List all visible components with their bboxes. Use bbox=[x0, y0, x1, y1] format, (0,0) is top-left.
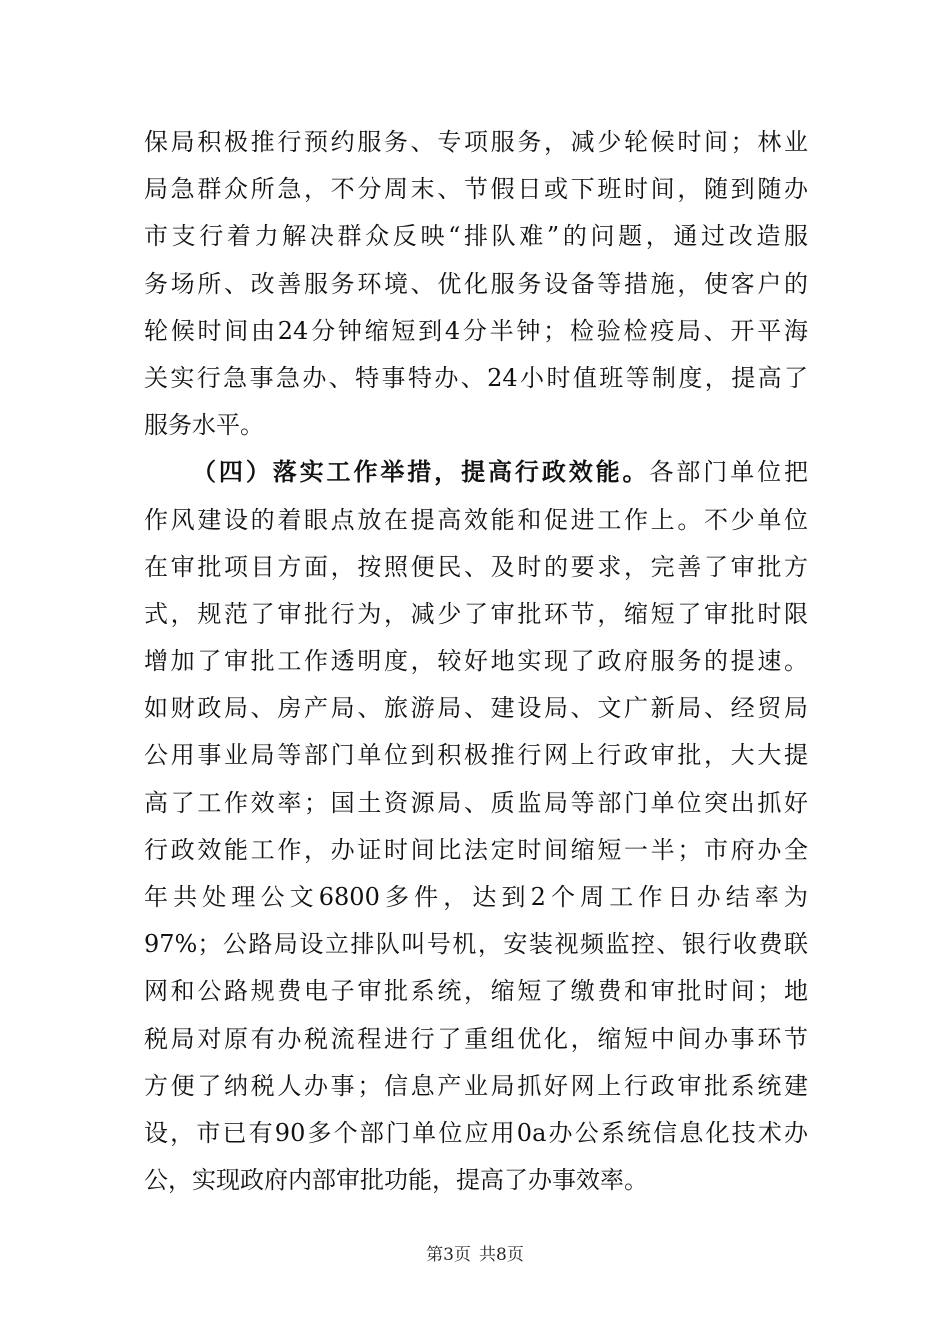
page-footer bbox=[0, 1240, 950, 1265]
document-body bbox=[144, 122, 808, 1207]
section-heading-rest: 各部门单位把 bbox=[649, 458, 808, 487]
text-line: 设，市已有90多个部门单位应用0a办公系统信息化技术办 bbox=[144, 1118, 808, 1147]
text-line: 网和公路规费电子审批系统，缩短了缴费和审批时间；地 bbox=[144, 977, 808, 1006]
text-line: 97%；公路局设立排队叫号机，安装视频监控、银行收费联 bbox=[144, 930, 808, 959]
text-line: 公，实现政府内部审批功能，提高了办事效率。 bbox=[144, 1166, 648, 1195]
text-line: 务场所、改善服务环境、优化服务设备等措施，使客户的 bbox=[144, 269, 808, 298]
text-line: 式，规范了审批行为，减少了审批环节，缩短了审批时限 bbox=[144, 599, 808, 628]
text-line: 轮候时间由24分钟缩短到4分半钟；检验检疫局、开平海 bbox=[144, 316, 808, 345]
text-line: 市支行着力解决群众反映“排队难”的问题，通过改造服 bbox=[144, 222, 808, 251]
text-line: 如财政局、房产局、旅游局、建设局、文广新局、经贸局 bbox=[144, 694, 808, 723]
section-heading: （四）落实工作举措，提高行政效能。 bbox=[192, 457, 650, 487]
text-line: 关实行急事急办、特事特办、24小时值班等制度，提高了 bbox=[144, 363, 808, 392]
text-line: 行政效能工作，办证时间比法定时间缩短一半；市府办全 bbox=[144, 835, 808, 864]
section-heading-line bbox=[144, 452, 808, 499]
text-line: 高了工作效率；国土资源局、质监局等部门单位突出抓好 bbox=[144, 788, 808, 817]
text-line: 局急群众所急，不分周末、节假日或下班时间，随到随办 bbox=[144, 175, 808, 204]
text-line: 作风建设的着眼点放在提高效能和促进工作上。不少单位 bbox=[144, 505, 808, 534]
text-line: 在审批项目方面，按照便民、及时的要求，完善了审批方 bbox=[144, 552, 808, 581]
page-total: 共8页 bbox=[479, 1245, 524, 1265]
text-line: 增加了审批工作透明度，较好地实现了政府服务的提速。 bbox=[144, 647, 808, 676]
text-line: 保局积极推行预约服务、专项服务，减少轮候时间；林业 bbox=[144, 128, 808, 156]
text-line: 公用事业局等部门单位到积极推行网上行政审批，大大提 bbox=[144, 741, 808, 770]
text-line: 税局对原有办税流程进行了重组优化，缩短中间办事环节 bbox=[144, 1024, 808, 1053]
text-line: 服务水平。 bbox=[144, 411, 264, 440]
text-line: 年共处理公文6800多件，达到2个周工作日办结率为 bbox=[144, 883, 808, 911]
page-number: 第3页 bbox=[426, 1245, 471, 1265]
text-line: 方便了纳税人办事；信息产业局抓好网上行政审批系统建 bbox=[144, 1071, 808, 1100]
